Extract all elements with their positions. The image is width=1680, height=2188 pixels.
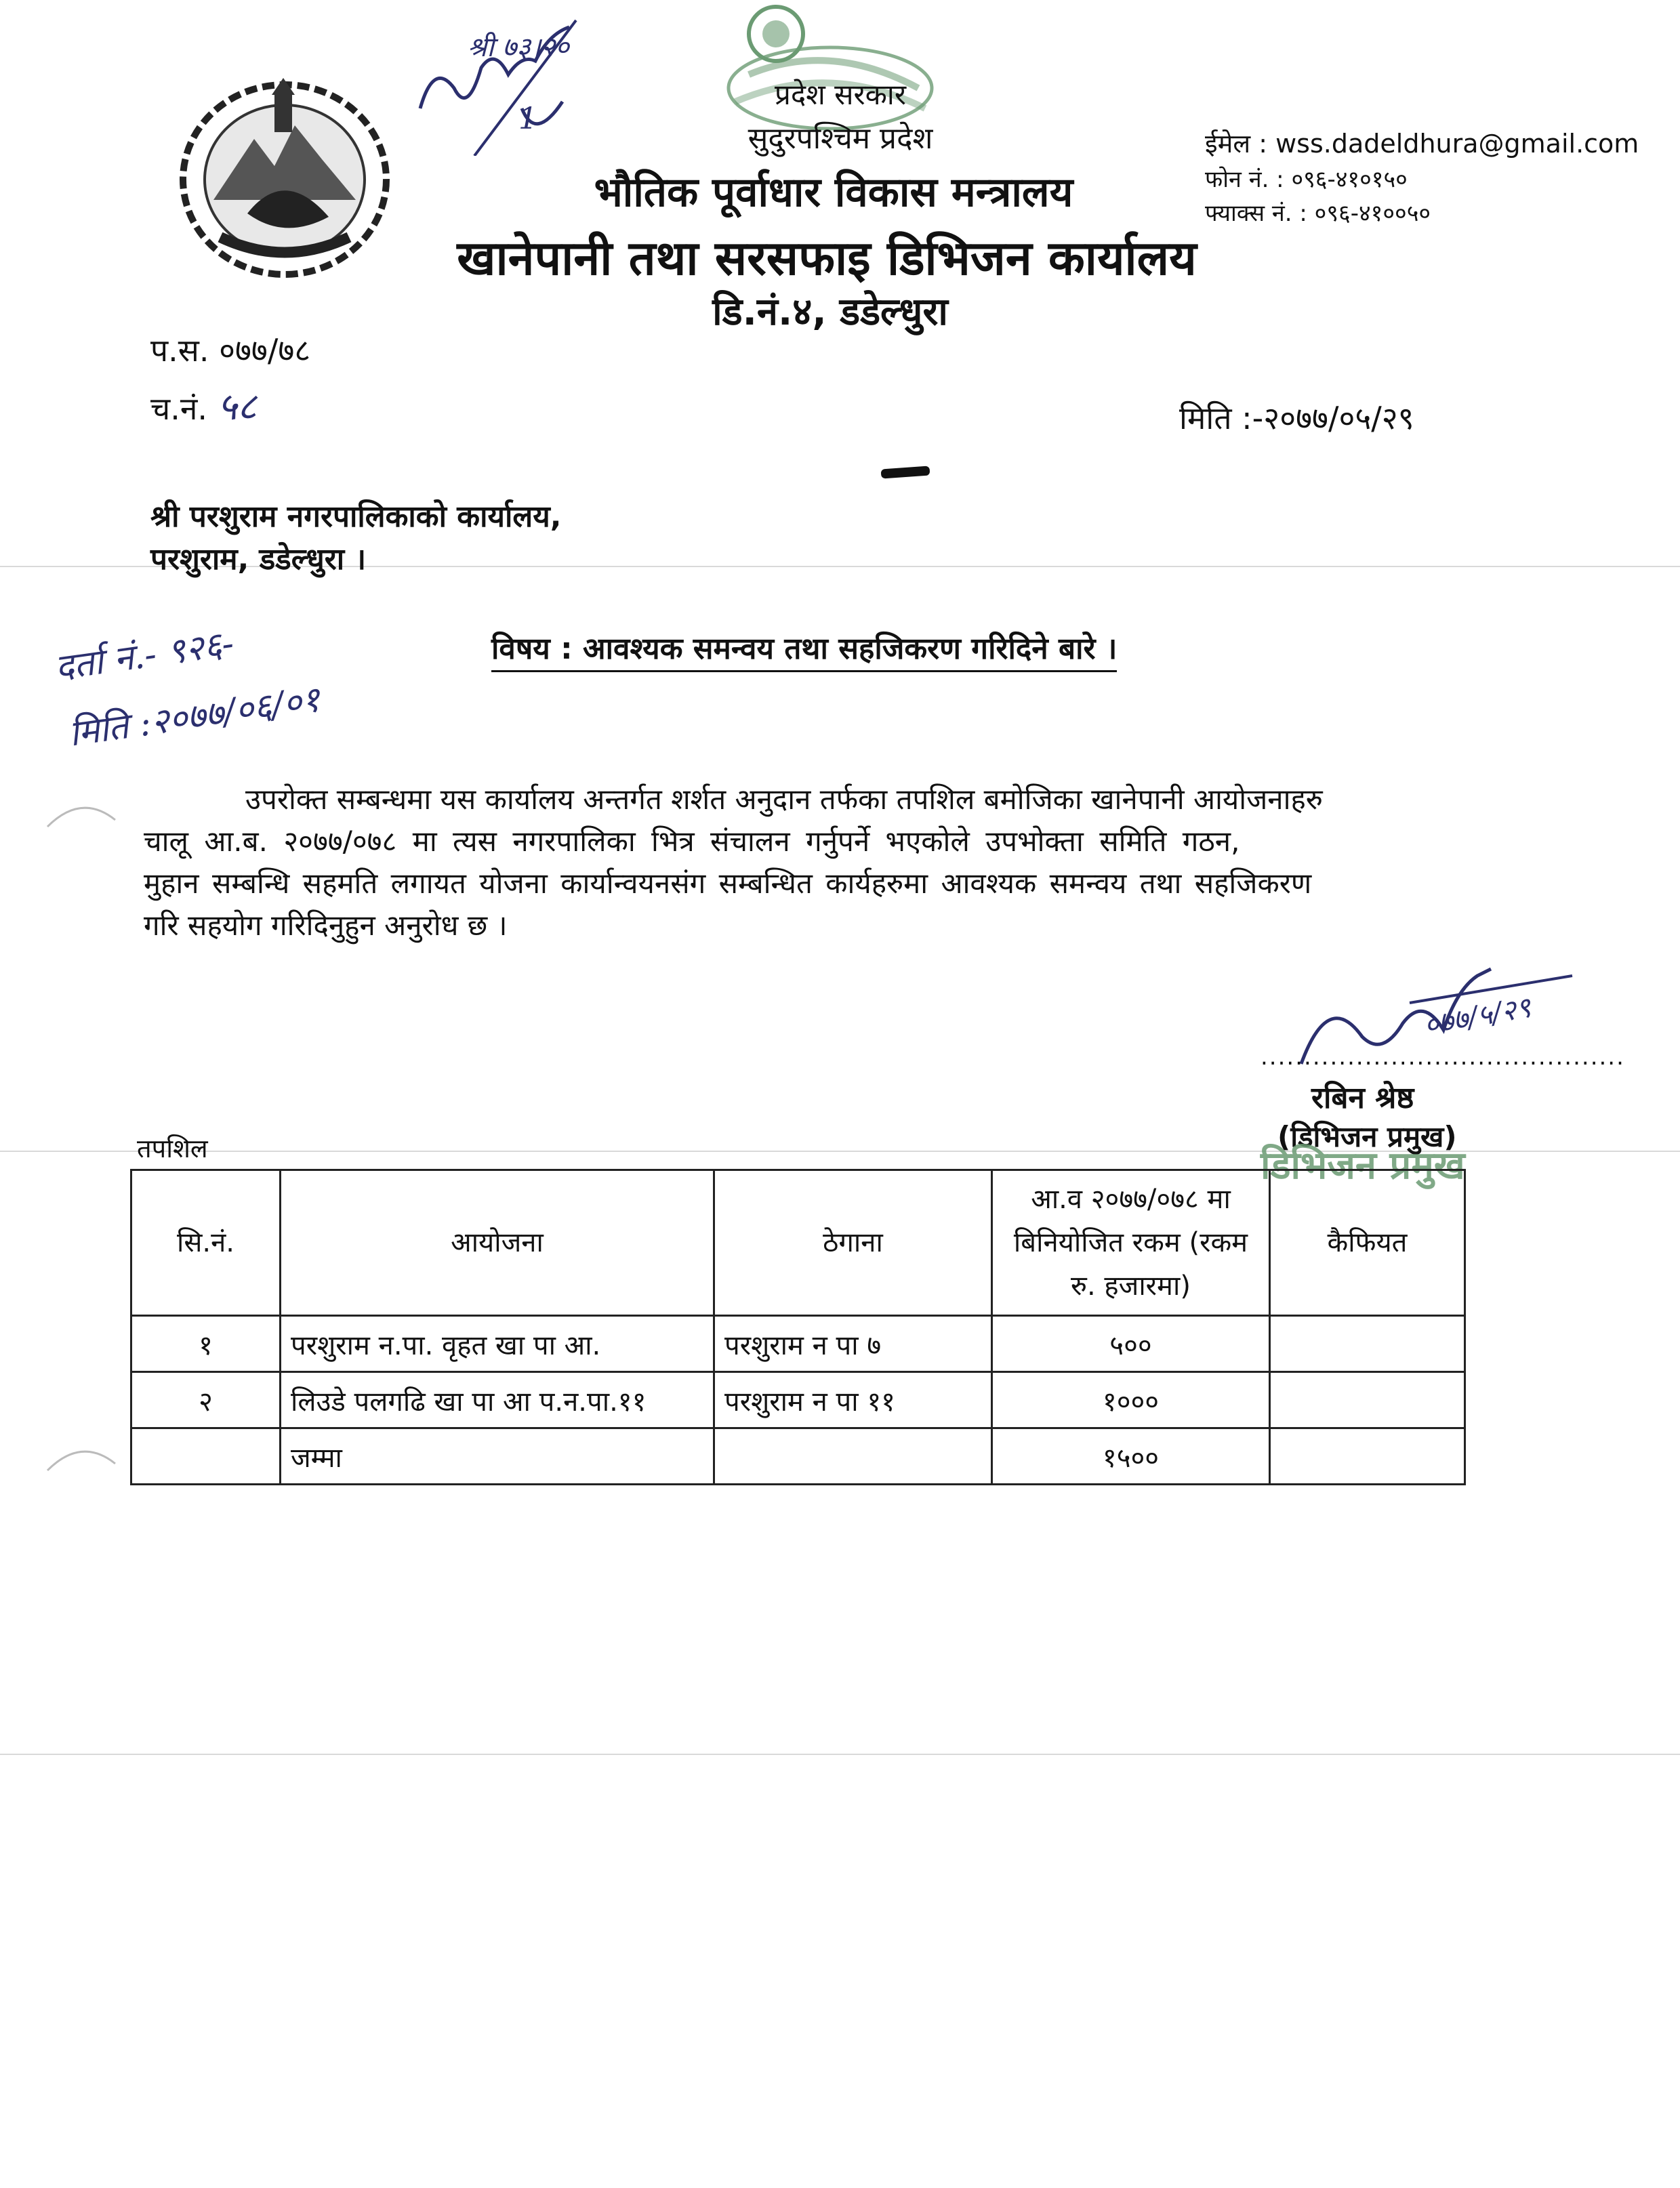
reference-cn-label: च.नं.	[150, 390, 207, 427]
table-row	[131, 1372, 1465, 1428]
ink-dash-mark	[881, 466, 930, 479]
letter-subject: विषय : आवश्यक समन्वय तथा सहजिकरण गरिदिने बारे ।	[491, 627, 1117, 672]
nepal-emblem-icon	[173, 64, 396, 281]
project-table	[130, 1169, 1466, 1485]
cell-total-amount: १५००	[992, 1428, 1270, 1485]
punch-hole-mark	[41, 793, 122, 833]
table-label: तपशिल	[137, 1134, 208, 1163]
cell-project: परशुराम न.पा. वृहत खा पा आ.	[281, 1316, 714, 1372]
signatory-name: रबिन श्रेष्ठ	[1311, 1081, 1414, 1115]
cell-address: परशुराम न पा ११	[714, 1372, 992, 1428]
office-name: खानेपानी तथा सरसफाइ डिभिजन कार्यालय	[457, 230, 1197, 286]
receipt-date: मिति :२०७७/०६/०१	[66, 679, 323, 755]
cell-amount: १०००	[992, 1372, 1270, 1428]
cell-sn: २	[131, 1372, 281, 1428]
ministry-name: भौतिक पूर्वाधार विकास मन्त्रालय	[594, 169, 1073, 216]
col-header-project: आयोजना	[281, 1170, 714, 1316]
cell-amount: ५००	[992, 1316, 1270, 1372]
recipient-line-1: श्री परशुराम नगरपालिकाको कार्यालय,	[150, 499, 562, 534]
reference-cn	[150, 379, 257, 431]
body-line-1: उपरोक्त सम्बन्धमा यस कार्यालय अन्तर्गत शर्शत अनुदान तर्फका तपशिल बमोजिका खानेपानी आयोजनाहरु	[245, 783, 1323, 816]
signature-dots: ..........................................	[1261, 1044, 1625, 1071]
receipt-darta-number: दर्ता नं.- ९२६-	[52, 623, 237, 689]
contact-fax: फ्याक्स नं. : ०९६-४१००५०	[1205, 200, 1431, 227]
signatory-title: (डिभिजन प्रमुख)	[1277, 1120, 1457, 1153]
contact-phone: फोन नं. : ०९६-४१०१५०	[1205, 166, 1408, 193]
col-header-remarks: कैफियत	[1270, 1170, 1465, 1316]
cell-remarks	[1270, 1372, 1465, 1428]
gov-line-1: प्रदेश सरकार	[775, 78, 906, 111]
cell-empty	[131, 1428, 281, 1485]
office-round-stamp	[661, 0, 945, 136]
signature-date: ०७७/५/२९	[1421, 990, 1534, 1042]
body-line-4: गरि सहयोग गरिदिनुहुन अनुरोध छ ।	[144, 909, 508, 942]
office-address: डि.नं.४, डडेल्धुरा	[712, 290, 948, 334]
cell-sn: १	[131, 1316, 281, 1372]
punch-hole-mark	[41, 1437, 122, 1477]
contact-email: ईमेल : wss.dadeldhura@gmail.com	[1205, 129, 1639, 159]
letter-date: मिति :-२०७७/०५/२९	[1179, 400, 1414, 436]
cell-address: परशुराम न पा ७	[714, 1316, 992, 1372]
col-header-amount: आ.व २०७७/०७८ मा बिनियोजित रकम (रकम रु. हजारमा)	[992, 1170, 1270, 1316]
cell-empty	[714, 1428, 992, 1485]
col-header-sn: सि.नं.	[131, 1170, 281, 1316]
cell-empty	[1270, 1428, 1465, 1485]
col-header-address: ठेगाना	[714, 1170, 992, 1316]
table-row	[131, 1316, 1465, 1372]
handwritten-initial: 1	[518, 102, 537, 136]
title-stamp: डिभिजन प्रमुख	[1261, 1144, 1465, 1188]
cell-remarks	[1270, 1316, 1465, 1372]
table-header-row	[131, 1170, 1465, 1316]
cell-total-label: जम्मा	[281, 1428, 714, 1485]
gov-line-2: सुदुरपश्चिम प्रदेश	[747, 121, 933, 156]
reference-ps: प.स. ०७७/७८	[150, 332, 311, 369]
recipient-line-2: परशुराम, डडेल्धुरा ।	[150, 542, 367, 577]
table-total-row	[131, 1428, 1465, 1485]
reference-cn-value: ५८	[217, 385, 257, 429]
body-line-2: चालू आ.ब. २०७७/०७८ मा त्यस नगरपालिका भित्र संचालन गर्नुपर्ने भएकोले उपभोक्ता समिति गठन,	[144, 825, 1240, 858]
body-line-3: मुहान सम्बन्धि सहमति लगायत योजना कार्यान्वयनसंग सम्बन्धित कार्यहरुमा आवश्यक समन्वय तथा सहजिकरण	[144, 867, 1312, 900]
handwritten-note-text: श्री ७३।२०	[468, 32, 569, 63]
cell-project: लिउडे पलगढि खा पा आ प.न.पा.११	[281, 1372, 714, 1428]
scan-line	[0, 1754, 1680, 1755]
